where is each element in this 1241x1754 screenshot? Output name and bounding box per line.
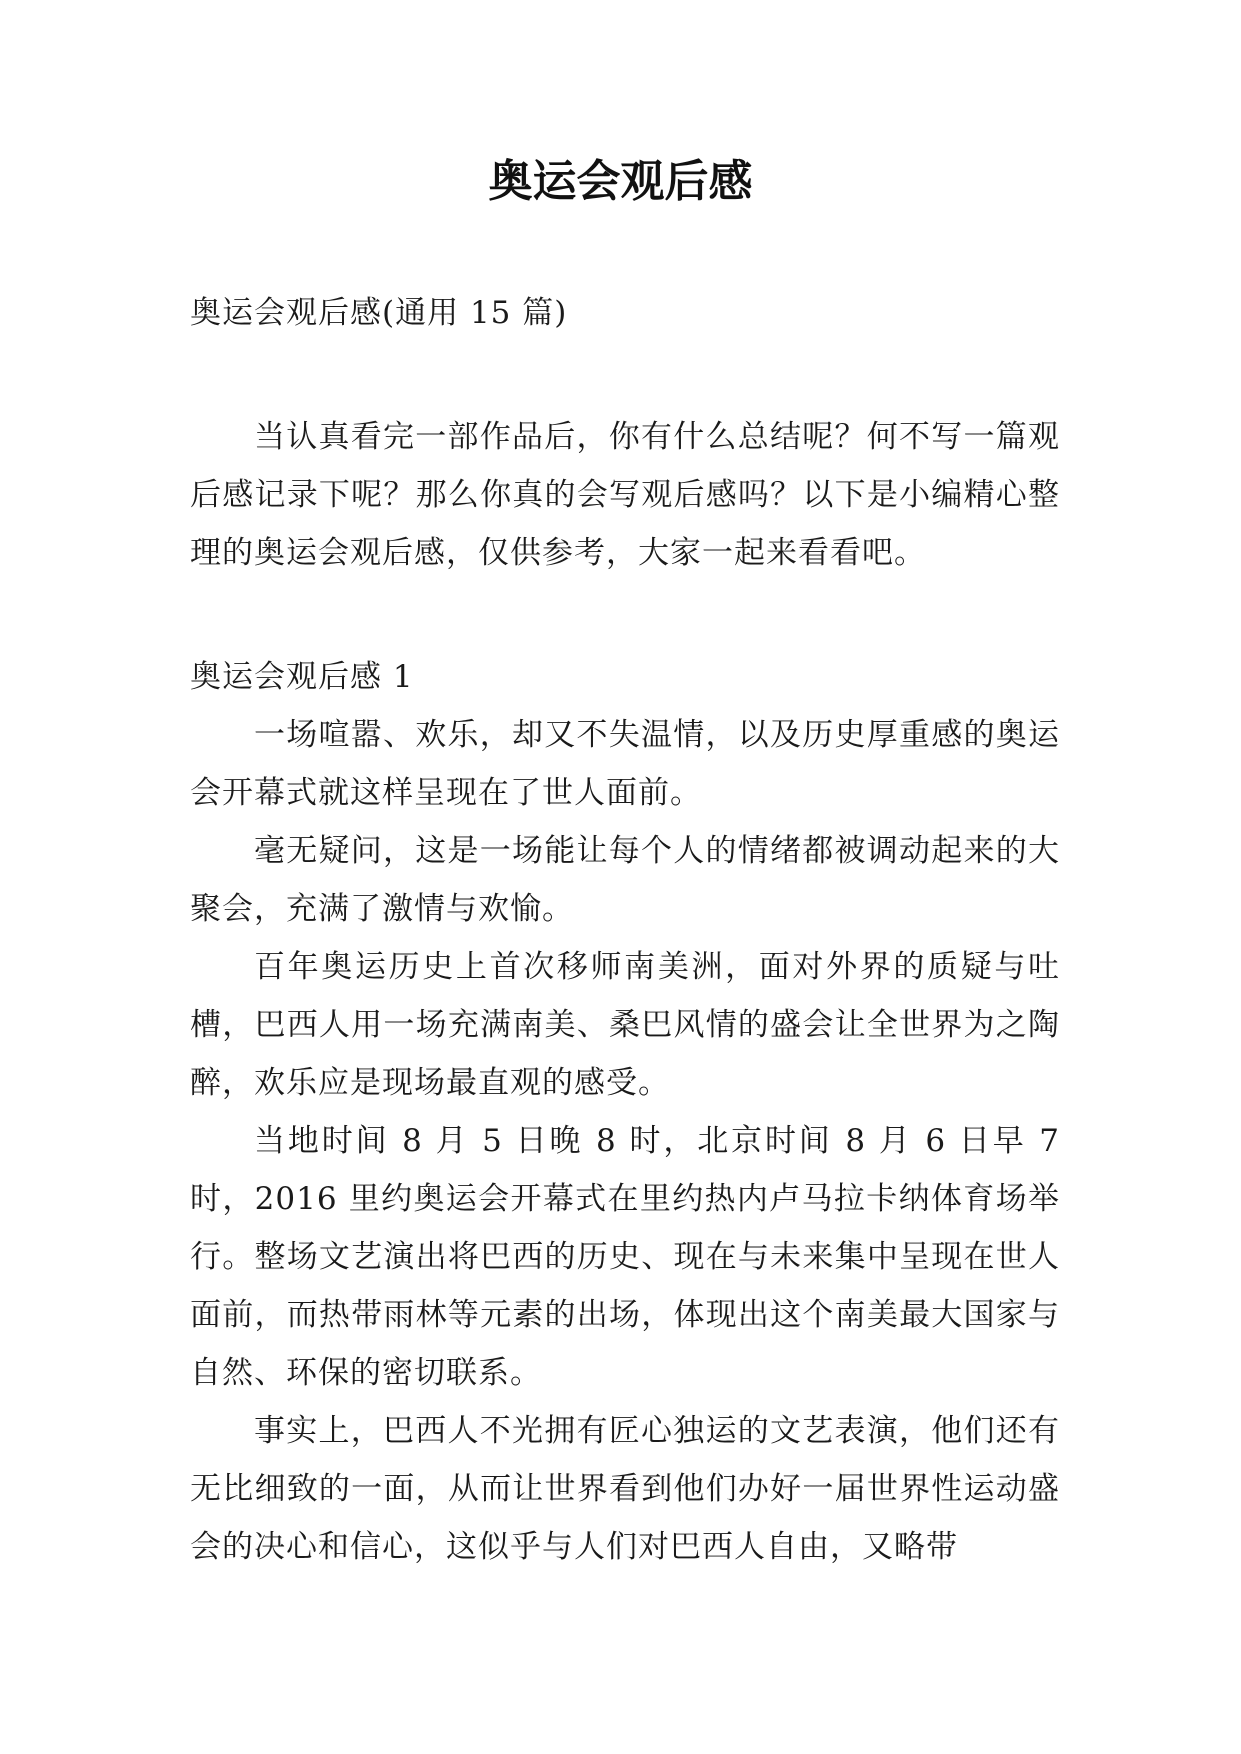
intro-paragraph: 当认真看完一部作品后，你有什么总结呢？何不写一篇观后感记录下呢？那么你真的会写观后感吗？以下是小编精心整理的奥运会观后感，仅供参考，大家一起来看看吧。 (190, 419, 1060, 571)
body-paragraph-3: 百年奥运历史上首次移师南美洲，面对外界的质疑与吐槽，巴西人用一场充满南美、桑巴风情的盛会让全世界为之陶醉，欢乐应是现场最直观的感受。 (190, 949, 1060, 1101)
spacer (190, 582, 1060, 648)
body-paragraph-5: 事实上，巴西人不光拥有匠心独运的文艺表演，他们还有无比细致的一面，从而让世界看到他们办好一届世界性运动盛会的决心和信心，这似乎与人们对巴西人自由，又略带 (190, 1413, 1060, 1565)
document-title: 奥运会观后感 (488, 156, 753, 207)
section-heading: 奥运会观后感 1 (190, 659, 414, 695)
body-paragraph-1: 一场喧嚣、欢乐，却又不失温情，以及历史厚重感的奥运会开幕式就这样呈现在了世人面前。 (190, 717, 1060, 811)
body-paragraph-2: 毫无疑问，这是一场能让每个人的情绪都被调动起来的大聚会，充满了激情与欢愉。 (190, 833, 1060, 927)
body-paragraph-4: 当地时间 8 月 5 日晚 8 时，北京时间 8 月 6 日早 7 时，2016 里约奥运会开幕式在里约热内卢马拉卡纳体育场举行。整场文艺演出将巴西的历史、现在与未来集中呈现在世人面前，而热带雨林等元素的出场，体现出这个南美最大国家与自然、环保的密切联系。 (190, 1123, 1060, 1391)
document-subtitle: 奥运会观后感(通用 15 篇) (190, 295, 568, 331)
spacer (190, 342, 1060, 408)
document-body (190, 284, 1060, 1576)
